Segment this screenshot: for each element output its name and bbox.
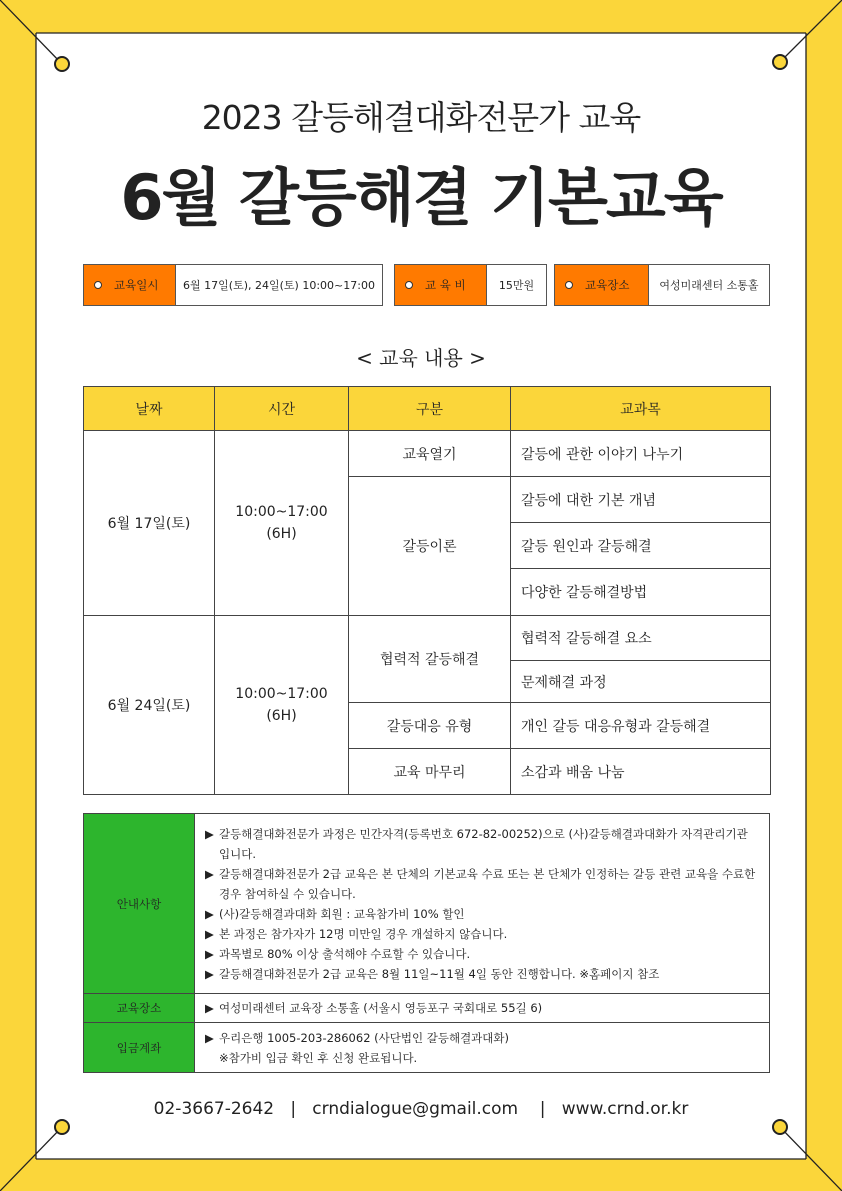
venue-label: 교육장소 xyxy=(84,994,195,1023)
section-title: < 교육 내용 > xyxy=(356,346,486,370)
info-label xyxy=(84,265,175,305)
arrow-icon: ▶ xyxy=(205,1030,214,1045)
bullet-icon xyxy=(565,281,573,289)
time-cell xyxy=(215,431,349,616)
guide-item: ▶ (사)갈등해결과대화 회원 : 교육참가비 10% 할인 xyxy=(205,904,757,924)
guide-content xyxy=(195,814,770,994)
time-range: 10:00~17:00 xyxy=(235,504,328,520)
subject-cell: 개인 갈등 대응유형과 갈등해결 xyxy=(511,703,771,749)
info-venue xyxy=(554,264,770,306)
column-header: 구분 xyxy=(349,387,511,431)
subtitle: 2023 갈등해결대화전문가 교육 xyxy=(201,98,641,137)
column-header: 교과목 xyxy=(511,387,771,431)
guide-item: ▶ 과목별로 80% 이상 출석해야 수료할 수 있습니다. xyxy=(205,944,757,964)
time-hours: (6H) xyxy=(266,526,297,542)
subject-cell: 협력적 갈등해결 요소 xyxy=(511,616,771,661)
subject-cell: 소감과 배움 나눔 xyxy=(511,749,771,795)
info-value: 6월 17일(토), 24일(토) 10:00~17:00 xyxy=(175,265,382,305)
account-row xyxy=(84,1023,770,1073)
subject-cell: 문제해결 과정 xyxy=(511,661,771,703)
page-title: 6월 갈등해결 기본교육 xyxy=(120,161,722,234)
time-hours: (6H) xyxy=(266,708,297,724)
subject-cell: 갈등에 대한 기본 개념 xyxy=(511,477,771,523)
subject-cell: 다양한 갈등해결방법 xyxy=(511,569,771,616)
category-cell: 갈등이론 xyxy=(349,477,511,616)
bullet-icon xyxy=(405,281,413,289)
info-fee xyxy=(394,264,547,306)
venue-row xyxy=(84,994,770,1023)
guide-row xyxy=(84,814,770,994)
schedule-table xyxy=(83,386,771,795)
guide-label: 안내사항 xyxy=(84,814,195,994)
subject-cell: 갈등 원인과 갈등해결 xyxy=(511,523,771,569)
arrow-icon: ▶ xyxy=(205,866,214,881)
account-note: ※참가비 입금 확인 후 신청 완료됩니다. xyxy=(219,1050,418,1065)
footer-contact xyxy=(0,1099,842,1119)
arrow-icon: ▶ xyxy=(205,966,214,981)
arrow-icon: ▶ xyxy=(205,926,214,941)
category-cell: 교육 마무리 xyxy=(349,749,511,795)
bullet-icon xyxy=(94,281,102,289)
account-label: 입금계좌 xyxy=(84,1023,195,1073)
category-cell: 협력적 갈등해결 xyxy=(349,616,511,703)
info-label xyxy=(395,265,486,305)
arrow-icon: ▶ xyxy=(205,826,214,841)
category-cell: 갈등대응 유형 xyxy=(349,703,511,749)
footer-separator: | xyxy=(290,1099,297,1119)
footer-website[interactable]: www.crnd.or.kr xyxy=(561,1099,689,1119)
info-value: 여성미래센터 소통홀 xyxy=(648,265,769,305)
info-label-text: 교 육 비 xyxy=(425,278,466,292)
column-header: 날짜 xyxy=(84,387,215,431)
time-cell xyxy=(215,616,349,795)
table-row xyxy=(84,431,771,477)
guide-item: ▶ 본 과정은 참가자가 12명 미만일 경우 개설하지 않습니다. xyxy=(205,924,757,944)
arrow-icon: ▶ xyxy=(205,1001,214,1015)
guide-item: ▶ 갈등해결대화전문가 과정은 민간자격(등록번호 672-82-00252)으로 (사)갈등해결과대화가 자격관리기관입니다. xyxy=(205,824,757,864)
guide-item: ▶ 갈등해결대화전문가 2급 교육은 본 단체의 기본교육 수료 또는 본 단체가 인정하는 갈등 관련 교육을 수료한 경우 참여하실 수 있습니다. xyxy=(205,864,757,904)
arrow-icon: ▶ xyxy=(205,946,214,961)
footer-separator: | xyxy=(539,1099,546,1119)
info-value: 15만원 xyxy=(486,265,546,305)
time-range: 10:00~17:00 xyxy=(235,686,328,702)
date-cell: 6월 17일(토) xyxy=(84,431,215,616)
account-content: ▶ 우리은행 1005-203-286062 (사단법인 갈등해결과대화) ※참가비 입금 확인 후 신청 완료됩니다. xyxy=(195,1023,770,1073)
info-schedule xyxy=(83,264,383,306)
table-row xyxy=(84,616,771,661)
guide-item: ▶ 갈등해결대화전문가 2급 교육은 8월 11일~11월 4일 동안 진행합니다. ※홈페이지 참조 xyxy=(205,964,757,984)
info-label xyxy=(555,265,648,305)
arrow-icon: ▶ xyxy=(205,906,214,921)
info-label-text: 교육장소 xyxy=(585,278,630,292)
venue-content: ▶ 여성미래센터 교육장 소통홀 (서울시 영등포구 국회대로 55길 6) xyxy=(195,994,770,1023)
column-header: 시간 xyxy=(215,387,349,431)
footer-phone: 02-3667-2642 xyxy=(153,1099,275,1119)
date-cell: 6월 24일(토) xyxy=(84,616,215,795)
info-label-text: 교육일시 xyxy=(114,278,159,292)
subject-cell: 갈등에 관한 이야기 나누기 xyxy=(511,431,771,477)
table-header-row xyxy=(84,387,771,431)
notes-table xyxy=(83,813,770,1073)
footer-email[interactable]: crndialogue@gmail.com xyxy=(312,1099,519,1119)
category-cell: 교육열기 xyxy=(349,431,511,477)
